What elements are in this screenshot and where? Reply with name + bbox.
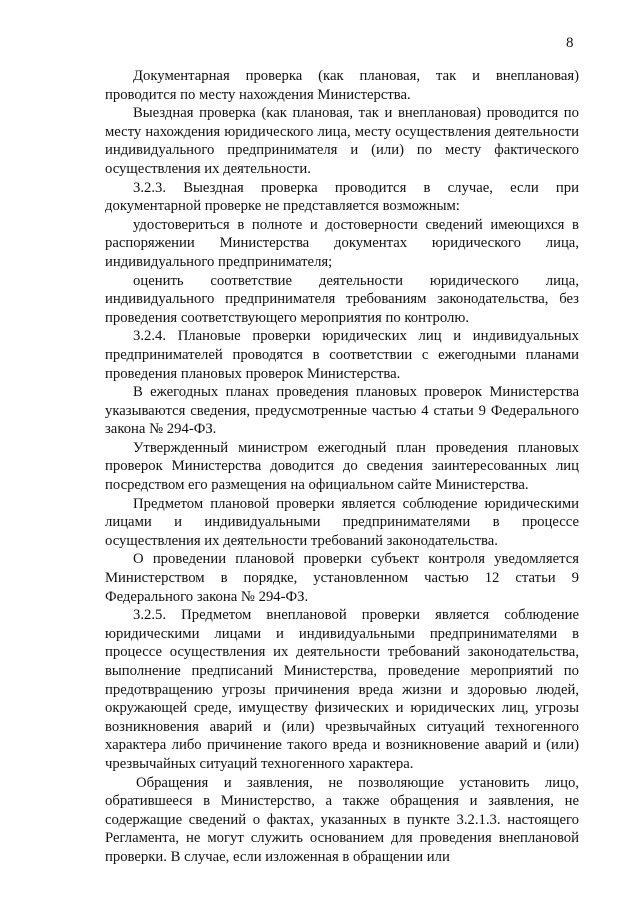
paragraph-documentary-inspection: Документарная проверка (как плановая, так и внеплановая) проводится по месту нахождения Министерства.: [105, 68, 579, 103]
paragraph-approved-plan: Утвержденный министром ежегодный план проведения плановых проверок Министерства доводится до сведения заинтересованных лиц посредством его размещения на официальном сайте Министерства.: [105, 439, 579, 494]
paragraph-assess-compliance: оценить соответствие деятельности юридического лица, индивидуального предпринимателя требованиям законодательства, без проведения соответствующего мероприятия по контролю.: [105, 272, 579, 326]
paragraph-onsite-inspection-location: Выездная проверка (как плановая, так и внеплановая) проводится по месту нахождения юридического лица, месту осуществления деятельности индивидуального предпринимателя и (или) по месту фактического осуществления их деятельности.: [105, 105, 579, 177]
paragraph-3-2-5: 3.2.5. Предметом внеплановой проверки является соблюдение юридическими лицами и индивидуальными предпринимателями в процессе осуществления их деятельности требований законодательства, выполнение предписаний Министерства, проведение мероприятий по предотвращению угрозы причинения вреда жизни и здоровью людей, окружающей среде, имуществу физических и юридических лиц, угрозы возникновения аварий и (или) чрезвычайных ситуаций техногенного характера либо причинение такого вреда и возникновение аварий и (или) чрезвычайных ситуаций техногенного характера.: [105, 607, 579, 772]
paragraph-annual-plans: В ежегодных планах проведения плановых проверок Министерства указываются сведения, предусмотренные частью 4 статьи 9 Федерального закона № 294-ФЗ.: [105, 384, 579, 438]
paragraph-notification: О проведении плановой проверки субъект контроля уведомляется Министерством в порядке, установленном частью 12 статьи 9 Федерального закона № 294-ФЗ.: [105, 551, 579, 605]
paragraph-verify-completeness: удостовериться в полноте и достоверности сведений имеющихся в распоряжении Министерства документах юридического лица, индивидуального предпринимателя;: [105, 216, 579, 270]
page-number: 8: [566, 35, 574, 51]
document-body: [105, 67, 579, 867]
paragraph-appeals: Обращения и заявления, не позволяющие установить лицо, обратившееся в Министерство, а также обращения и заявления, не содержащие сведений о фактах, указанных в пункте 3.2.1.3. настоящего Регламента, не могут служить основанием для проведения внеплановой проверки. В случае, если изложенная в обращении или: [105, 774, 579, 865]
paragraph-3-2-3: 3.2.3. Выездная проверка проводится в случае, если при документарной проверке не представляется возможным:: [105, 179, 579, 215]
paragraph-planned-inspection-subject: Предметом плановой проверки является соблюдение юридическими лицами и индивидуальными предпринимателями в процессе осуществления их деятельности требований законодательства.: [105, 495, 579, 549]
paragraph-3-2-4: 3.2.4. Плановые проверки юридических лиц и индивидуальных предпринимателей проводятся в соответствии с ежегодными планами проведения плановых проверок Министерства.: [105, 328, 579, 382]
